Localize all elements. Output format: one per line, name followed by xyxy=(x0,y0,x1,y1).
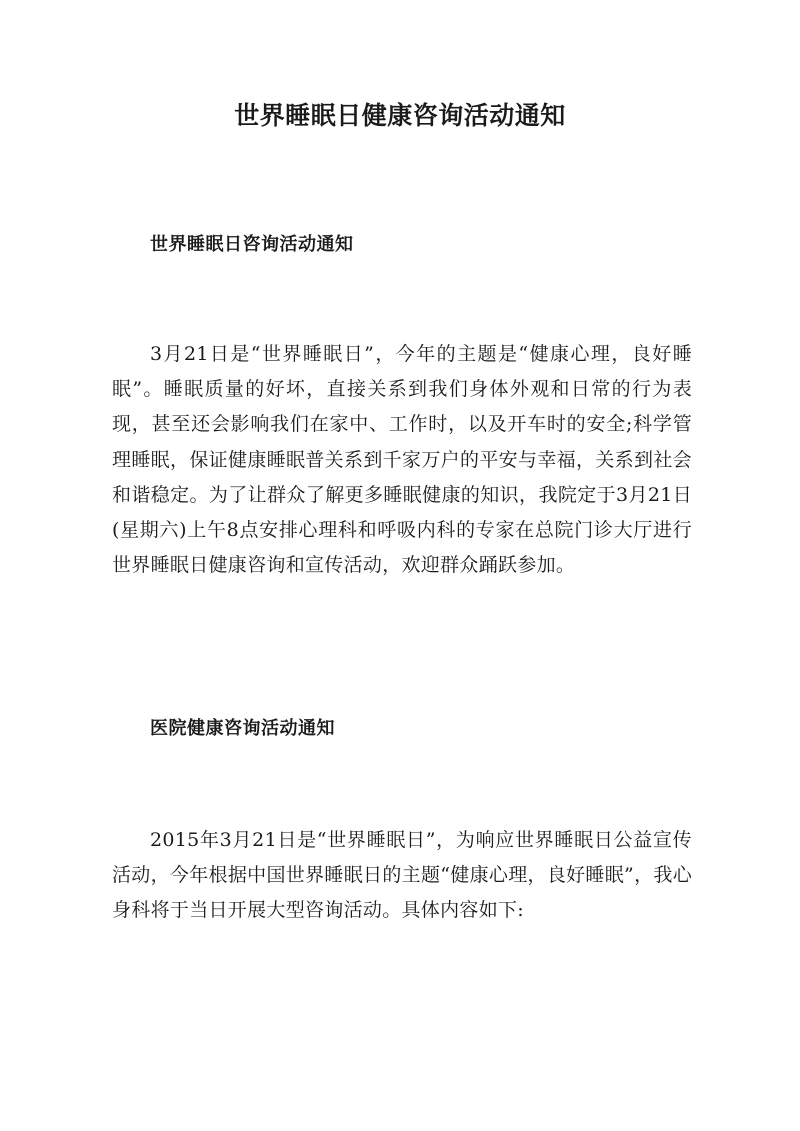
section-paragraph-sleep-day: 3月21日是“世界睡眠日”，今年的主题是“健康心理，良好睡眠”。睡眠质量的好坏，直接关系到我们身体外观和日常的行为表现，甚至还会影响我们在家中、工作时，以及开车时的安全;科学管理睡眠，保证健康睡眠普关系到千家万户的平安与幸福，关系到社会和谐稳定。为了让群众了解更多睡眠健康的知识，我院定于3月21日(星期六)上午8点安排心理科和呼吸内科的专家在总院门诊大厅进行世界睡眠日健康咨询和宣传活动，欢迎群众踊跃参加。 xyxy=(112,343,692,577)
section-paragraph-hospital: 2015年3月21日是“世界睡眠日”，为响应世界睡眠日公益宣传活动，今年根据中国世界睡眠日的主题“健康心理，良好睡眠”，我心身科将于当日开展大型咨询活动。具体内容如下: xyxy=(112,829,692,922)
section-heading-sleep-day: 世界睡眠日咨询活动通知 xyxy=(150,234,354,255)
document-title: 世界睡眠日健康咨询活动通知 xyxy=(234,101,566,130)
section-heading-hospital: 医院健康咨询活动通知 xyxy=(150,718,335,739)
